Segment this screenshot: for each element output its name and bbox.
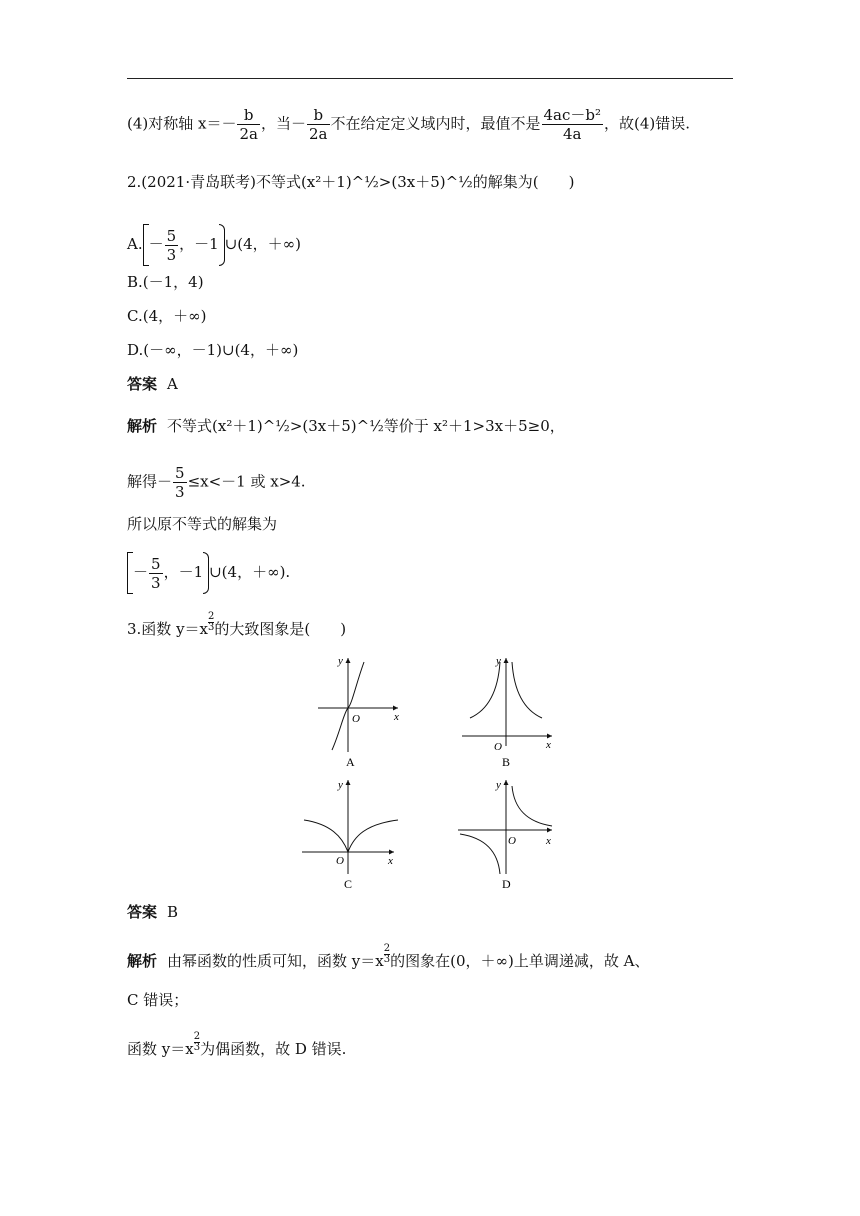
answer-label: 答案 xyxy=(127,903,158,921)
text: 由幂函数的性质可知，函数 y＝x xyxy=(167,952,384,970)
y-arrow xyxy=(504,780,509,785)
q2-analysis-4 xyxy=(127,552,290,594)
exp-den: 3 xyxy=(193,1042,201,1053)
curve-left xyxy=(470,662,500,718)
frac-num: b xyxy=(237,106,260,125)
fraction xyxy=(307,106,330,143)
text: 3.函数 y＝x xyxy=(127,620,209,638)
graph-a-svg xyxy=(314,652,404,770)
answer-value: A xyxy=(167,375,178,393)
x-arrow xyxy=(389,850,394,855)
graph-label: A xyxy=(346,755,355,769)
minus: － xyxy=(148,235,164,253)
curve-left xyxy=(460,834,500,874)
text: ，故(4)错误. xyxy=(604,114,691,133)
exp-num: 2 xyxy=(193,1031,201,1042)
curve-right xyxy=(348,820,398,852)
fraction xyxy=(165,227,179,264)
q2-option-a xyxy=(127,224,301,266)
fraction xyxy=(237,106,260,143)
q2-analysis-2 xyxy=(127,464,306,501)
text: ≤x<－1 或 x>4. xyxy=(187,472,306,491)
y-label: y xyxy=(496,655,501,667)
x-label: x xyxy=(546,739,551,751)
curve-right xyxy=(512,662,542,718)
curve-right xyxy=(512,786,552,826)
frac-den: 2a xyxy=(309,125,328,143)
answer-label: 答案 xyxy=(127,375,158,393)
text: ，当－ xyxy=(260,114,306,133)
text: 解得－ xyxy=(127,472,173,491)
q3-stem xyxy=(127,612,346,639)
option-label: A. xyxy=(127,235,143,253)
fraction xyxy=(173,464,187,501)
y-label: y xyxy=(338,779,343,791)
exp-num: 2 xyxy=(208,611,215,622)
curve-left xyxy=(304,820,348,852)
graph-c xyxy=(300,774,404,896)
graph-b-svg xyxy=(458,652,558,770)
fraction xyxy=(542,106,604,143)
y-arrow xyxy=(346,658,351,663)
header-rule xyxy=(127,78,733,79)
graph-a xyxy=(314,652,404,774)
frac-den: 3 xyxy=(175,483,185,501)
text: ，－1 xyxy=(163,563,204,581)
text: ∪(4，＋∞). xyxy=(209,563,291,581)
q2-analysis-3: 所以原不等式的解集为 xyxy=(127,515,278,533)
frac-den: 3 xyxy=(166,245,177,264)
x-arrow xyxy=(547,734,552,739)
x-label: x xyxy=(394,711,399,723)
graph-b xyxy=(458,652,558,774)
frac-den: 3 xyxy=(151,573,161,592)
q3-answer xyxy=(127,902,178,922)
q2-analysis-1 xyxy=(127,416,565,436)
text: (4)对称轴 x＝－ xyxy=(127,114,237,133)
y-label: y xyxy=(496,779,501,791)
exp-den: 3 xyxy=(383,954,391,965)
frac-num: 4ac－b² xyxy=(543,106,602,124)
q2-option-d: D.(－∞，－1)∪(4，＋∞) xyxy=(127,341,299,359)
analysis-label: 解析 xyxy=(127,417,158,435)
origin-label: O xyxy=(508,835,516,847)
y-arrow xyxy=(346,780,351,785)
q3-analysis-3 xyxy=(127,1032,346,1059)
q3-analysis-1 xyxy=(127,944,649,971)
frac-num: 5 xyxy=(151,554,161,573)
origin-label: O xyxy=(352,713,360,725)
q2-option-b: B.(－1，4) xyxy=(127,273,204,291)
q3-analysis-2: C 错误； xyxy=(127,991,189,1009)
continuation-line xyxy=(127,106,690,143)
answer-value: B xyxy=(167,903,179,921)
fraction xyxy=(149,555,163,592)
origin-label: O xyxy=(494,741,502,753)
x-arrow xyxy=(393,706,398,711)
frac-num: 5 xyxy=(175,464,185,482)
graph-label: D xyxy=(502,877,511,891)
graph-d-svg xyxy=(456,774,560,892)
graph-c-svg xyxy=(300,774,404,892)
frac-den: 2a xyxy=(239,125,258,143)
minus: － xyxy=(133,563,149,581)
graph-d xyxy=(456,774,560,896)
y-arrow xyxy=(504,658,509,663)
text: ∪(4，＋∞) xyxy=(224,235,302,253)
frac-num: 5 xyxy=(166,226,177,245)
x-label: x xyxy=(388,855,393,867)
text: 函数 y＝x xyxy=(127,1040,194,1058)
exp-num: 2 xyxy=(383,943,391,954)
frac-den: 4a xyxy=(563,125,582,143)
text: 为偶函数，故 D 错误. xyxy=(200,1040,347,1058)
graph-label: C xyxy=(344,877,353,891)
text: 不在给定定义域内时，最值不是 xyxy=(330,114,541,133)
x-label: x xyxy=(546,835,551,847)
q2-stem: 2.(2021·青岛联考)不等式(x²＋1)^½>(3x＋5)^½的解集为( ) xyxy=(127,173,575,191)
frac-num: b xyxy=(307,106,330,125)
analysis-label: 解析 xyxy=(127,952,158,970)
text: 的图象在(0，＋∞)上单调递减，故 A、 xyxy=(390,952,650,970)
text: 的大致图象是( ) xyxy=(214,620,347,638)
q2-option-c: C.(4，＋∞) xyxy=(127,307,207,325)
text: 不等式(x²＋1)^½>(3x＋5)^½等价于 x²＋1>3x＋5≥0， xyxy=(167,417,565,435)
q2-answer xyxy=(127,374,178,394)
graph-label: B xyxy=(502,755,511,769)
y-label: y xyxy=(338,655,343,667)
text: ，－1 xyxy=(179,235,219,253)
x-arrow xyxy=(547,828,552,833)
origin-label: O xyxy=(336,855,344,867)
exp-den: 3 xyxy=(208,622,215,633)
